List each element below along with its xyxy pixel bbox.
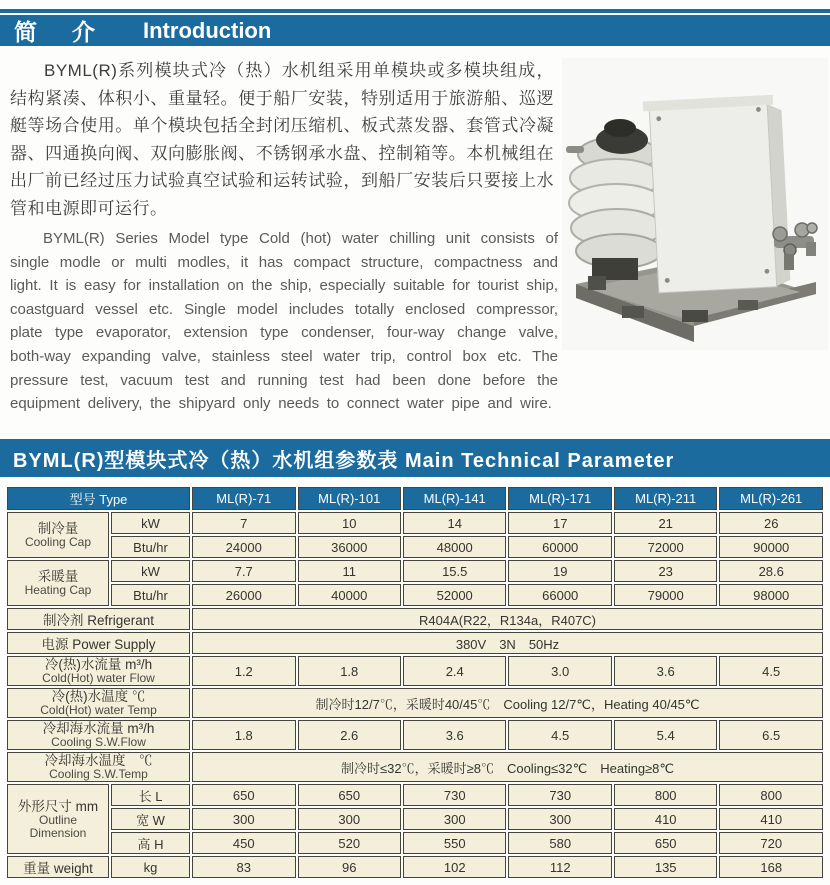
- cell-width: 410: [719, 808, 823, 830]
- parameter-table: [5, 485, 825, 880]
- heating-label-en: Heating Cap: [24, 583, 92, 597]
- type-header-cell: 型号 Type: [7, 487, 190, 510]
- seawater-flow-label-zh: 冷却海水流量 m³/h: [42, 721, 155, 736]
- seawater-temp-label-en: Cooling S.W.Temp: [49, 767, 148, 781]
- cell-cooling-btu: 60000: [508, 536, 611, 558]
- intro-paragraph-en: BYML(R) Series Model type Cold (hot) water chilling unit consists of single modle or multi modles, it has compact structure, compactness and light. It is easy for installation on the ship, especially suitable for tourist ship, coastguard vessel etc. Single model includes totally enclosed compressor, plate type evaporator, extension type condenser, four-way change valve, both-way expanding valve, stainless steel water trip, control box etc. The pressure test, vacuum test and running test had been done before the equipment delivery, the shipyard only needs to connect water pipe and wire.: [10, 230, 558, 413]
- cell-weight: 96: [298, 856, 401, 878]
- cell-length: 800: [614, 784, 717, 806]
- water-temp-value: 制冷时12/7℃，采暖时40/45℃ Cooling 12/7℃，Heating 40/45℃: [192, 688, 823, 718]
- cell-weight: 135: [614, 856, 717, 878]
- model-header-cell: ML(R)-141: [403, 487, 506, 510]
- parameter-header-bar: [0, 439, 830, 477]
- cell-cooling-kw: 21: [614, 512, 717, 534]
- cell-heating-kw: 7.7: [192, 560, 295, 582]
- dimension-width-row: [7, 808, 823, 830]
- intro-title-zh: 简 介: [14, 19, 101, 45]
- dimension-label-en: Outline Dimension: [29, 812, 87, 840]
- power-label: 电源 Power Supply: [7, 632, 190, 654]
- heating-unit-kw: kW: [111, 560, 190, 582]
- cell-length: 800: [719, 784, 823, 806]
- cell-heating-btu: 26000: [192, 584, 295, 606]
- heating-label-zh: 采暖量: [37, 569, 79, 584]
- cell-length: 730: [508, 784, 611, 806]
- seawater-temp-value: 制冷时≤32℃，采暖时≥8℃ Cooling≤32℃ Heating≥8℃: [192, 752, 823, 782]
- weight-row: [7, 856, 823, 878]
- cell-length: 650: [298, 784, 401, 806]
- cooling-label-zh: 制冷量: [37, 521, 79, 536]
- cell-water-flow: 1.8: [298, 656, 401, 686]
- cell-seawater-flow: 3.6: [403, 720, 506, 750]
- cell-weight: 112: [508, 856, 611, 878]
- cell-weight: 168: [719, 856, 823, 878]
- cell-cooling-kw: 7: [192, 512, 295, 534]
- cell-height: 650: [614, 832, 717, 854]
- cell-height: 550: [403, 832, 506, 854]
- cooling-kw-row: [7, 512, 823, 534]
- cell-width: 410: [614, 808, 717, 830]
- cooling-btu-row: [7, 536, 823, 558]
- intro-paragraph-zh: BYML(R)系列模块式冷（热）水机组采用单模块或多模块组成，结构紧凑、体积小、重量轻。便于船厂安装，特别适用于旅游船、巡逻艇等场合使用。单个模块包括全封闭压缩机、板式蒸发器、套管式冷凝器、四通换向阀、双向膨胀阀、不锈钢承水盘、控制箱等。本机械组在出厂前已经过压力试验真空试验和运转试验，到船厂安装后只要接上水管和电源即可运行。: [10, 61, 554, 218]
- heating-kw-row: [7, 560, 823, 582]
- product-photo: [562, 58, 828, 350]
- dimension-label-cell: [7, 784, 109, 854]
- dimension-height-row: [7, 832, 823, 854]
- cooling-label-en: Cooling Cap: [24, 535, 92, 549]
- cell-cooling-kw: 10: [298, 512, 401, 534]
- refrigerant-label: 制冷剂 Refrigerant: [7, 608, 190, 630]
- power-row: [7, 632, 823, 654]
- water-temp-label-en: Cold(Hot) water Temp: [40, 703, 157, 717]
- cell-cooling-btu: 36000: [298, 536, 401, 558]
- dimension-length-row: [7, 784, 823, 806]
- weight-label: 重量 weight: [7, 856, 109, 878]
- cell-heating-btu: 98000: [719, 584, 823, 606]
- cell-width: 300: [508, 808, 611, 830]
- cell-seawater-flow: 4.5: [508, 720, 611, 750]
- cell-water-flow: 3.0: [508, 656, 611, 686]
- heating-label-cell: [7, 560, 109, 606]
- water-temp-row: [7, 688, 823, 718]
- model-header-cell: ML(R)-71: [192, 487, 295, 510]
- cell-cooling-btu: 72000: [614, 536, 717, 558]
- water-flow-label-zh: 冷(热)水流量 m³/h: [44, 657, 153, 672]
- model-header-cell: ML(R)-171: [508, 487, 611, 510]
- cell-seawater-flow: 1.8: [192, 720, 295, 750]
- dimension-unit-width: 宽 W: [111, 808, 190, 830]
- cell-width: 300: [298, 808, 401, 830]
- cell-seawater-flow: 2.6: [298, 720, 401, 750]
- refrigerant-row: [7, 608, 823, 630]
- heating-btu-row: [7, 584, 823, 606]
- cell-heating-btu: 79000: [614, 584, 717, 606]
- cell-cooling-kw: 17: [508, 512, 611, 534]
- model-header-cell: ML(R)-101: [298, 487, 401, 510]
- parameter-table-wrap: [5, 485, 825, 880]
- cell-water-flow: 4.5: [719, 656, 823, 686]
- cell-seawater-flow: 6.5: [719, 720, 823, 750]
- power-value: 380V 3N 50Hz: [192, 632, 823, 654]
- cell-cooling-kw: 14: [403, 512, 506, 534]
- seawater-temp-row: [7, 752, 823, 782]
- cell-heating-kw: 19: [508, 560, 611, 582]
- cell-heating-btu: 40000: [298, 584, 401, 606]
- seawater-temp-label-zh: 冷却海水温度 ℃: [44, 753, 153, 768]
- intro-header-bar: [0, 15, 830, 46]
- cell-cooling-btu: 90000: [719, 536, 823, 558]
- cell-heating-kw: 15.5: [403, 560, 506, 582]
- intro-title-en: Introduction: [143, 17, 272, 43]
- cell-seawater-flow: 5.4: [614, 720, 717, 750]
- dimension-label-zh: 外形尺寸 mm: [17, 798, 99, 814]
- cell-height: 720: [719, 832, 823, 854]
- cell-height: 450: [192, 832, 295, 854]
- cell-heating-btu: 66000: [508, 584, 611, 606]
- model-header-cell: ML(R)-261: [719, 487, 823, 510]
- cell-height: 580: [508, 832, 611, 854]
- cell-length: 730: [403, 784, 506, 806]
- cell-cooling-btu: 24000: [192, 536, 295, 558]
- cell-height: 520: [298, 832, 401, 854]
- seawater-temp-label-cell: [7, 752, 190, 782]
- heating-unit-btu: Btu/hr: [111, 584, 190, 606]
- cooling-unit-btu: Btu/hr: [111, 536, 190, 558]
- cell-cooling-kw: 26: [719, 512, 823, 534]
- cell-width: 300: [403, 808, 506, 830]
- seawater-flow-label-en: Cooling S.W.Flow: [51, 735, 146, 749]
- dimension-unit-height: 高 H: [111, 832, 190, 854]
- dimension-unit-length: 长 L: [111, 784, 190, 806]
- cell-heating-kw: 28.6: [719, 560, 823, 582]
- refrigerant-value: R404A(R22，R134a，R407C): [192, 608, 823, 630]
- control-box: [643, 94, 791, 293]
- seawater-flow-row: [7, 720, 823, 750]
- cell-weight: 102: [403, 856, 506, 878]
- water-flow-label-en: Cold(Hot) water Flow: [42, 671, 155, 685]
- cell-heating-btu: 52000: [403, 584, 506, 606]
- cell-heating-kw: 11: [298, 560, 401, 582]
- cell-water-flow: 2.4: [403, 656, 506, 686]
- water-flow-row: [7, 656, 823, 686]
- water-temp-label-zh: 冷(热)水温度 ℃: [51, 689, 146, 704]
- cell-width: 300: [192, 808, 295, 830]
- cell-cooling-btu: 48000: [403, 536, 506, 558]
- model-header-cell: ML(R)-211: [614, 487, 717, 510]
- cooling-label-cell: [7, 512, 109, 558]
- weight-unit: kg: [111, 856, 190, 878]
- parameter-title: BYML(R)型模块式冷（热）水机组参数表 Main Technical Parameter: [13, 449, 675, 472]
- cell-weight: 83: [192, 856, 295, 878]
- top-accent-strip: [0, 9, 830, 13]
- cell-length: 650: [192, 784, 295, 806]
- cell-water-flow: 3.6: [614, 656, 717, 686]
- water-flow-label-cell: [7, 656, 190, 686]
- cooling-unit-kw: kW: [111, 512, 190, 534]
- water-temp-label-cell: [7, 688, 190, 718]
- seawater-flow-label-cell: [7, 720, 190, 750]
- cell-water-flow: 1.2: [192, 656, 295, 686]
- model-header-row: [7, 487, 823, 510]
- cell-heating-kw: 23: [614, 560, 717, 582]
